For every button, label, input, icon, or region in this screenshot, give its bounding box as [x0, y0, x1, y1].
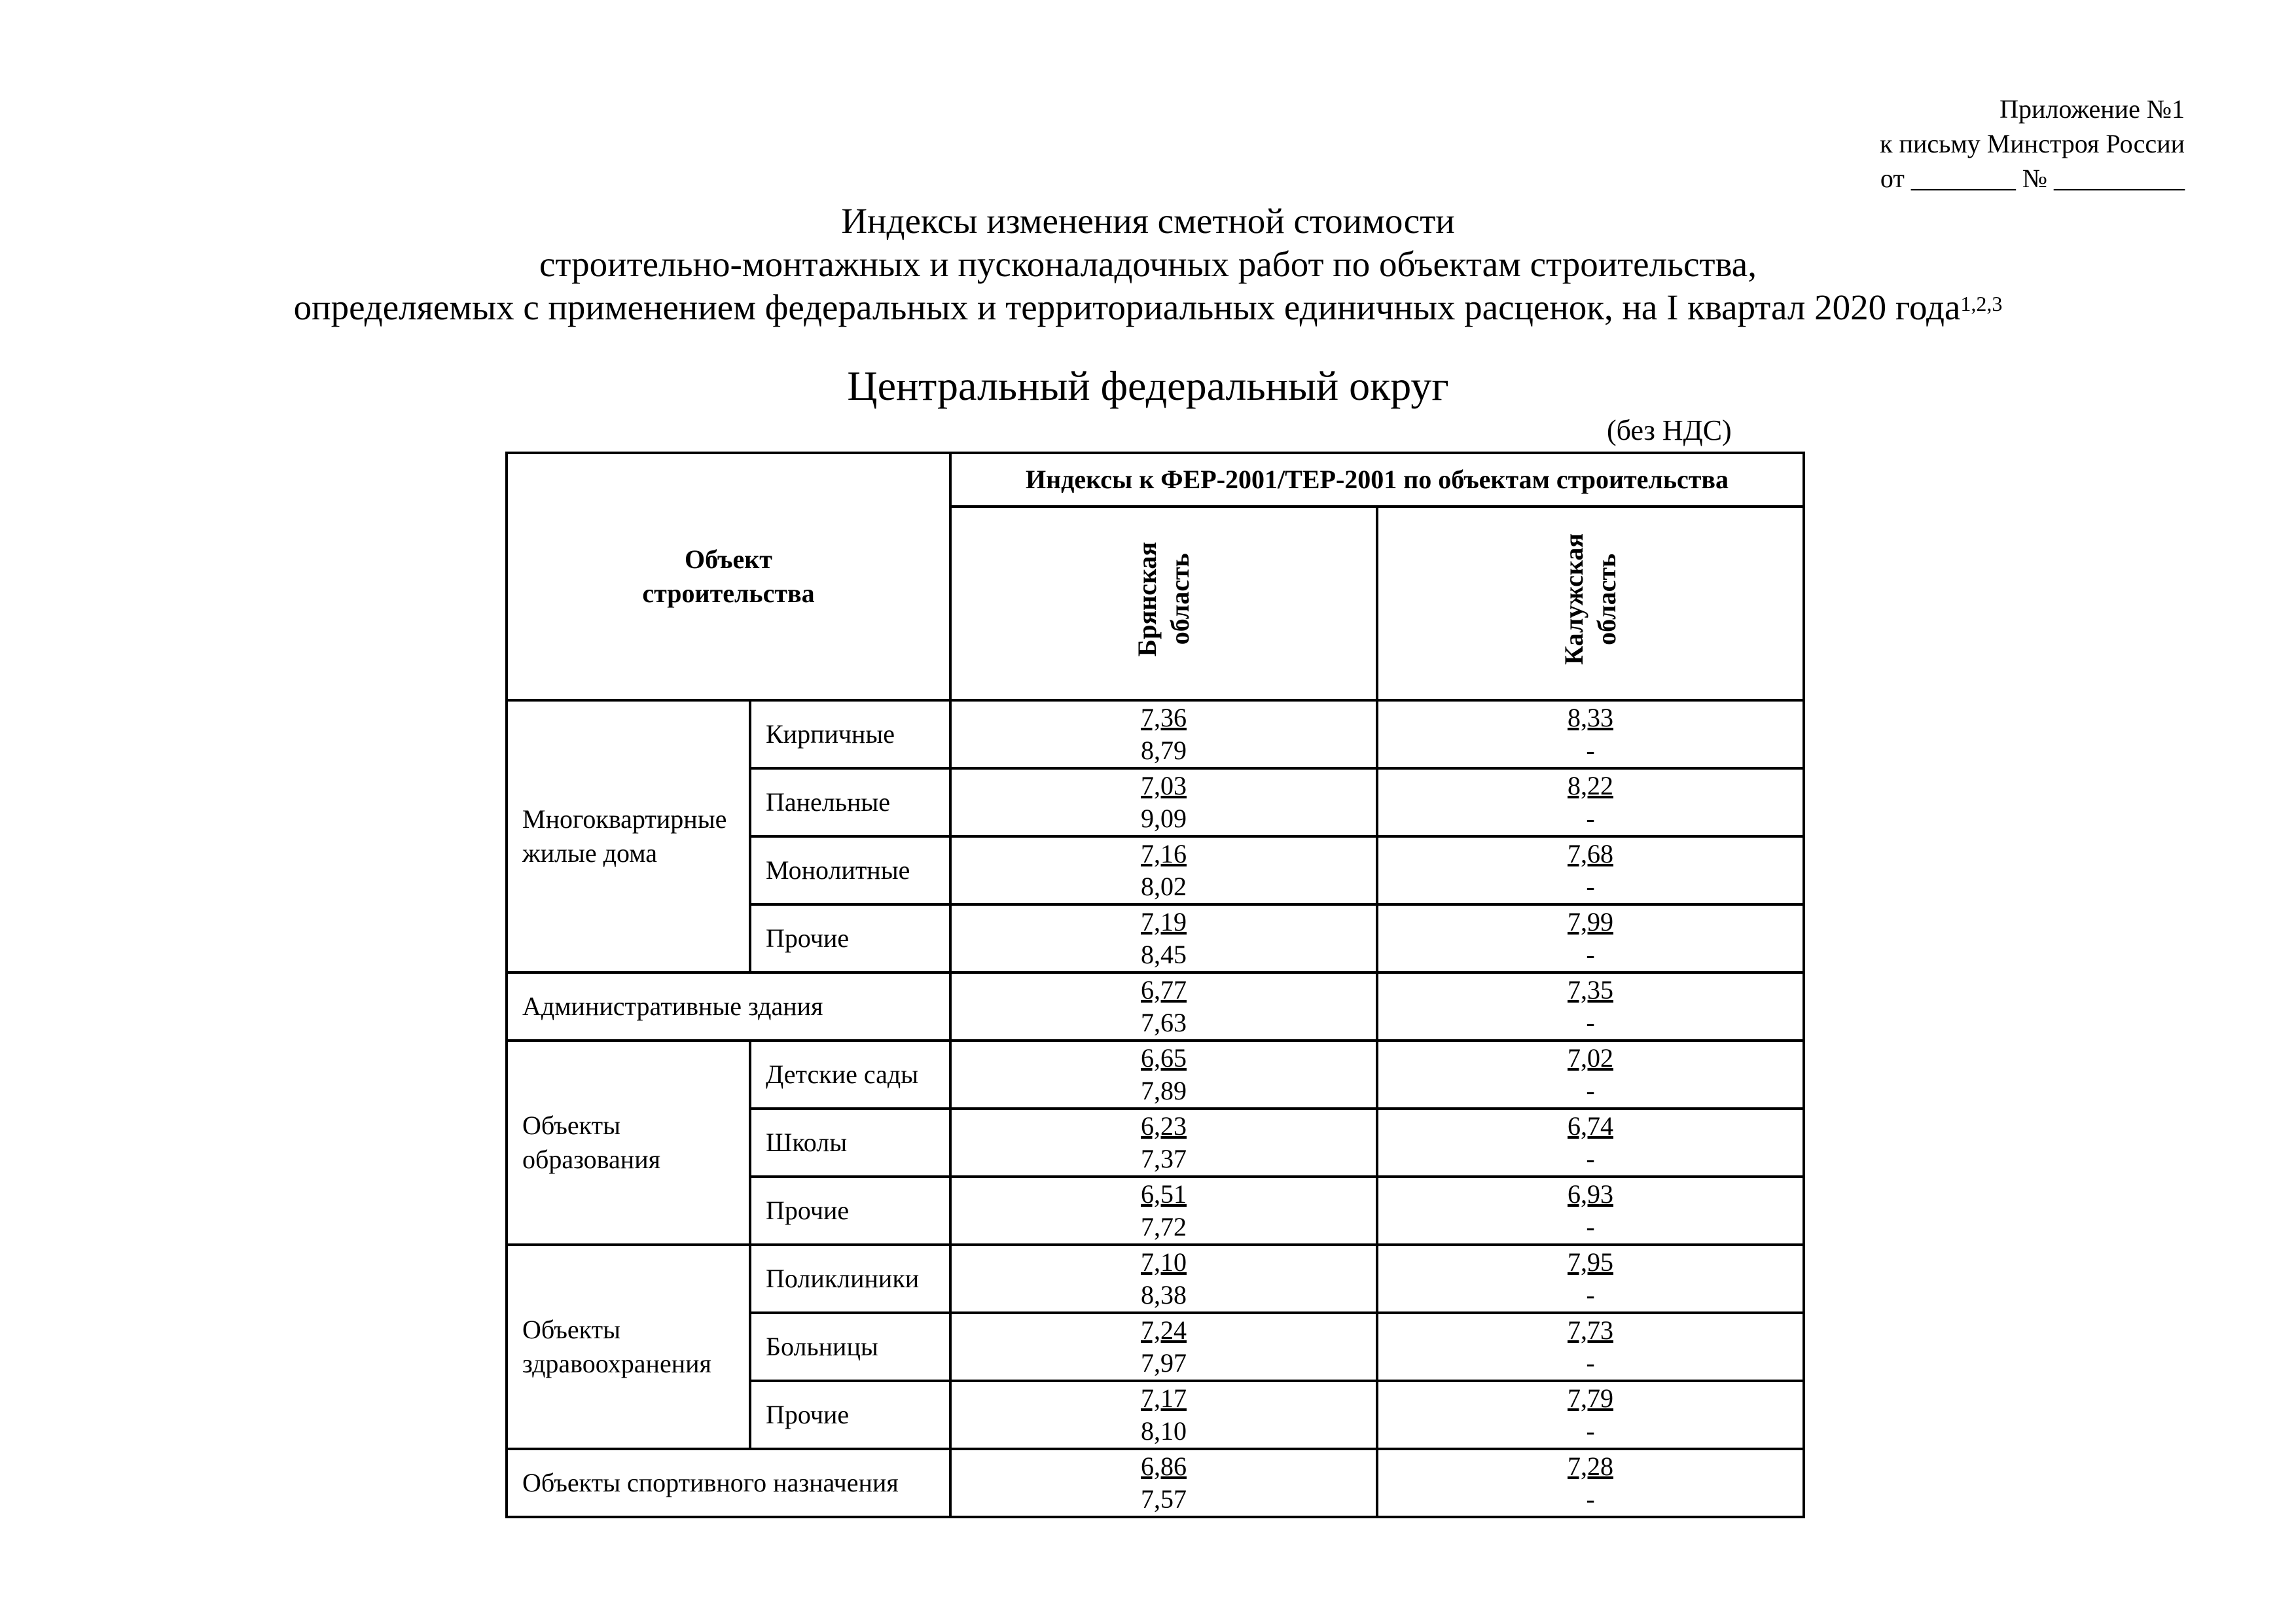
- index-cell-bryansk: [950, 1109, 1377, 1177]
- index-value-ter: -: [1586, 1484, 1595, 1514]
- index-value-fer: 7,24: [1141, 1315, 1187, 1345]
- index-value-ter: 7,37: [1141, 1144, 1187, 1173]
- index-value-ter: 7,89: [1141, 1076, 1187, 1105]
- index-cell-kaluga: [1377, 1245, 1804, 1313]
- subtype-label: Монолитные: [750, 836, 950, 904]
- index-cell-bryansk: [950, 1313, 1377, 1381]
- index-value-fer: 6,77: [1141, 975, 1187, 1005]
- table-row: [507, 1245, 1804, 1313]
- subtype-label: Школы: [750, 1109, 950, 1177]
- index-value-ter: 7,72: [1141, 1212, 1187, 1241]
- group-label: Объекты спортивного назначения: [507, 1449, 950, 1517]
- index-value-fer: 7,36: [1141, 703, 1187, 732]
- region-header-bryansk: Брянская область: [950, 507, 1377, 700]
- appendix-block: [1880, 92, 2185, 196]
- index-value-ter: -: [1586, 1348, 1595, 1378]
- index-cell-bryansk: [950, 836, 1377, 904]
- index-value-ter: -: [1586, 1212, 1595, 1241]
- index-value-fer: 6,51: [1141, 1179, 1187, 1209]
- index-value-ter: -: [1586, 1008, 1595, 1037]
- index-cell-kaluga: [1377, 836, 1804, 904]
- index-cell-bryansk: [950, 700, 1377, 768]
- index-value-fer: 7,02: [1568, 1043, 1613, 1073]
- index-value-fer: 6,86: [1141, 1452, 1187, 1481]
- index-value-ter: -: [1586, 736, 1595, 765]
- subtype-label: Прочие: [750, 904, 950, 972]
- group-label: Административные здания: [507, 972, 950, 1041]
- index-header: Индексы к ФЕР-2001/ТЕР-2001 по объектам строительства: [950, 453, 1804, 507]
- index-value-ter: 7,63: [1141, 1008, 1187, 1037]
- index-value-fer: 6,74: [1568, 1111, 1613, 1141]
- index-value-ter: -: [1586, 804, 1595, 833]
- index-value-ter: 9,09: [1141, 804, 1187, 833]
- index-cell-kaluga: [1377, 700, 1804, 768]
- index-value-fer: 6,93: [1568, 1179, 1613, 1209]
- index-cell-kaluga: [1377, 1313, 1804, 1381]
- index-value-ter: -: [1586, 1416, 1595, 1446]
- index-cell-bryansk: [950, 1449, 1377, 1517]
- index-value-ter: 8,79: [1141, 736, 1187, 765]
- index-cell-kaluga: [1377, 1177, 1804, 1245]
- district-heading: Центральный федеральный округ: [847, 363, 1449, 409]
- index-value-fer: 8,33: [1568, 703, 1613, 732]
- index-value-fer: 7,10: [1141, 1247, 1187, 1277]
- index-cell-bryansk: [950, 1041, 1377, 1109]
- appendix-line-3: от ________ № __________: [1880, 164, 2185, 193]
- index-cell-bryansk: [950, 768, 1377, 836]
- index-cell-bryansk: [950, 904, 1377, 972]
- subtype-label: Поликлиники: [750, 1245, 950, 1313]
- index-value-fer: 7,95: [1568, 1247, 1613, 1277]
- index-cell-bryansk: [950, 972, 1377, 1041]
- appendix-line-2: к письму Минстроя России: [1880, 129, 2185, 158]
- index-value-ter: -: [1586, 940, 1595, 969]
- index-value-fer: 7,17: [1141, 1383, 1187, 1413]
- subtype-label: Панельные: [750, 768, 950, 836]
- subtype-label: Прочие: [750, 1381, 950, 1449]
- group-label: Объекты образования: [507, 1041, 750, 1245]
- index-value-ter: 8,38: [1141, 1280, 1187, 1310]
- index-cell-kaluga: [1377, 904, 1804, 972]
- index-value-fer: 7,99: [1568, 907, 1613, 936]
- group-label: Многоквартирные жилые дома: [507, 700, 750, 972]
- index-cell-kaluga: [1377, 1109, 1804, 1177]
- table-row: [507, 1041, 1804, 1109]
- index-value-ter: -: [1586, 872, 1595, 901]
- index-value-fer: 7,68: [1568, 839, 1613, 868]
- title-line-1: Индексы изменения сметной стоимости: [841, 201, 1455, 241]
- table-row: [507, 972, 1804, 1041]
- appendix-line-1: Приложение №1: [2000, 94, 2185, 124]
- index-value-ter: 8,45: [1141, 940, 1187, 969]
- index-cell-bryansk: [950, 1177, 1377, 1245]
- group-label: Объекты здравоохранения: [507, 1245, 750, 1449]
- subtype-label: Детские сады: [750, 1041, 950, 1109]
- index-cell-kaluga: [1377, 1041, 1804, 1109]
- index-value-fer: 7,16: [1141, 839, 1187, 868]
- subtype-label: Кирпичные: [750, 700, 950, 768]
- index-table: [505, 452, 1805, 1518]
- index-cell-kaluga: [1377, 972, 1804, 1041]
- index-value-fer: 7,35: [1568, 975, 1613, 1005]
- table-header: [507, 453, 1804, 700]
- region-header-kaluga: Калужская область: [1377, 507, 1804, 700]
- index-value-fer: 6,23: [1141, 1111, 1187, 1141]
- table-row: [507, 700, 1804, 768]
- index-cell-kaluga: [1377, 1381, 1804, 1449]
- index-cell-bryansk: [950, 1245, 1377, 1313]
- index-value-fer: 8,22: [1568, 771, 1613, 800]
- index-value-ter: 7,97: [1141, 1348, 1187, 1378]
- index-value-fer: 7,79: [1568, 1383, 1613, 1413]
- subtype-label: Прочие: [750, 1177, 950, 1245]
- title-line-3: определяемых с применением федеральных и территориальных единичных расценок, на I квартал 2020 года: [293, 287, 1961, 327]
- index-cell-bryansk: [950, 1381, 1377, 1449]
- index-value-fer: 7,03: [1141, 771, 1187, 800]
- document-title: [0, 200, 2296, 329]
- table-body: [507, 700, 1804, 1517]
- title-line-3-wrap: [0, 286, 2296, 329]
- index-value-fer: 7,28: [1568, 1452, 1613, 1481]
- index-value-ter: -: [1586, 1144, 1595, 1173]
- index-value-ter: 8,02: [1141, 872, 1187, 901]
- index-value-ter: -: [1586, 1076, 1595, 1105]
- index-value-ter: -: [1586, 1280, 1595, 1310]
- object-header: Объект строительства: [507, 453, 950, 700]
- title-line-2: строительно-монтажных и пусконаладочных работ по объектам строительства,: [539, 244, 1757, 284]
- index-value-ter: 8,10: [1141, 1416, 1187, 1446]
- index-value-fer: 7,73: [1568, 1315, 1613, 1345]
- footnote-refs: 1,2,3: [1960, 292, 2003, 315]
- index-cell-kaluga: [1377, 768, 1804, 836]
- table-row: [507, 1449, 1804, 1517]
- index-value-ter: 7,57: [1141, 1484, 1187, 1514]
- subtype-label: Больницы: [750, 1313, 950, 1381]
- index-value-fer: 7,19: [1141, 907, 1187, 936]
- index-cell-kaluga: [1377, 1449, 1804, 1517]
- index-value-fer: 6,65: [1141, 1043, 1187, 1073]
- vat-note: (без НДС): [1607, 414, 1732, 446]
